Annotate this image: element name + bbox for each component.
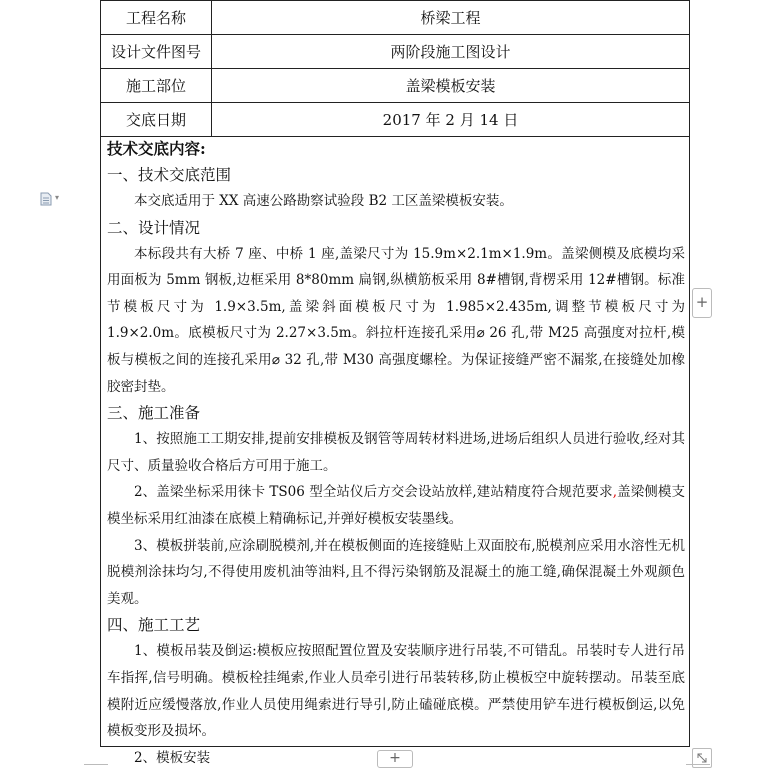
section-3-paragraph-1: 1、按照施工工期安排,提前安排模板及钢管等周转材料进场,进场后组织人员进行验收,经对其尺寸、质量验收合格后方可用于施工。 [107,431,685,474]
page-corner-mark [686,764,710,765]
section-3-paragraph-2 [107,479,685,532]
section-2-paragraph: 本标段共有大桥 7 座、中桥 1 座,盖梁尺寸为 15.9m×2.1m×1.9m。盖梁侧模及底模均采用面板为 5mm 钢板,边框采用 8*80mm 扁钢,纵横筋板采用 8#槽钢,背楞采用 12#槽钢。标准节模板尺寸为 1.9×3.5m,盖梁斜面模板尺寸为 1.985×2.435m,调整节模板尺寸为 1.9×2.0m。底模板尺寸为 2.27×3.5m。斜拉杆连接孔采用⌀ 26 孔,带 M25 高强度对拉杆,模板与模板之间的连接孔采用⌀ 32 孔,带 M30 高强度螺栓。为保证接缝严密不漏浆,在接缝处加橡胶密封垫。 [107,245,685,395]
chevron-down-icon[interactable]: ▾ [55,193,60,202]
table-bottom-border [100,746,690,747]
disclosure-content-cell [100,134,690,766]
section-1-paragraph: 本交底适用于 XX 高速公路勘察试验段 B2 工区盖梁模板安装。 [134,193,513,209]
section-3-paragraph-2-b: 盖梁侧模支模坐标采用红油漆在底模上精确标记,并弹好模板安装墨线。 [107,484,685,527]
construction-part-value: 盖梁模板安装 [212,69,690,103]
handover-date-value: 2017 年 2 月 14 日 [212,103,690,137]
section-3-paragraph-3: 3、模板拼装前,应涂刷脱模剂,并在模板侧面的连接缝贴上双面胶布,脱模剂应采用水溶性无机脱模剂涂抹均匀,不得使用废机油等油料,且不得污染钢筋及混凝土的施工缝,确保混凝土外观颜色美观。 [107,537,685,607]
table-row [101,35,690,69]
section-3-heading: 三、施工准备 [107,404,201,423]
construction-part-label: 施工部位 [101,69,212,103]
drawing-number-value: 两阶段施工图设计 [212,35,690,69]
red-comma-mark: , [612,484,618,501]
table-row [101,69,690,103]
resize-icon[interactable] [692,748,712,768]
add-row-button[interactable]: + [377,750,413,768]
project-name-label: 工程名称 [101,1,212,35]
section-4-heading: 四、施工工艺 [107,616,201,635]
handover-date-label: 交底日期 [101,103,212,137]
section-4-paragraph-1: 1、模板吊装及倒运:模板应按照配置位置及安装顺序进行吊装,不可错乱。吊装时专人进行吊车指挥,信号明确。模板栓挂绳索,作业人员牵引进行吊装转移,防止模板空中旋转摆动。吊装至底模附近应缓慢落放,作业人员使用绳索进行导引,防止磕碰底模。严禁使用铲车进行模板倒运,以免模板变形及损坏。 [107,643,685,740]
section-3-paragraph-2-a: 2、盖梁坐标采用徕卡 TS06 型全站仪后方交会设站放样,建站精度符合规范要求 [134,484,613,501]
page-corner-mark [84,764,108,765]
drawing-number-label: 设计文件图号 [101,35,212,69]
table-row [101,103,690,137]
section-4-paragraph-2: 2、模板安装 [134,749,211,766]
section-1-heading: 一、技术交底范围 [107,166,232,184]
add-column-button[interactable]: + [692,288,712,318]
table-row [101,1,690,35]
header-table [100,0,690,137]
document-icon[interactable] [40,191,52,205]
section-2-heading: 二、设计情况 [107,218,201,237]
content-title: 技术交底内容: [107,139,206,158]
project-name-value: 桥梁工程 [212,1,690,35]
